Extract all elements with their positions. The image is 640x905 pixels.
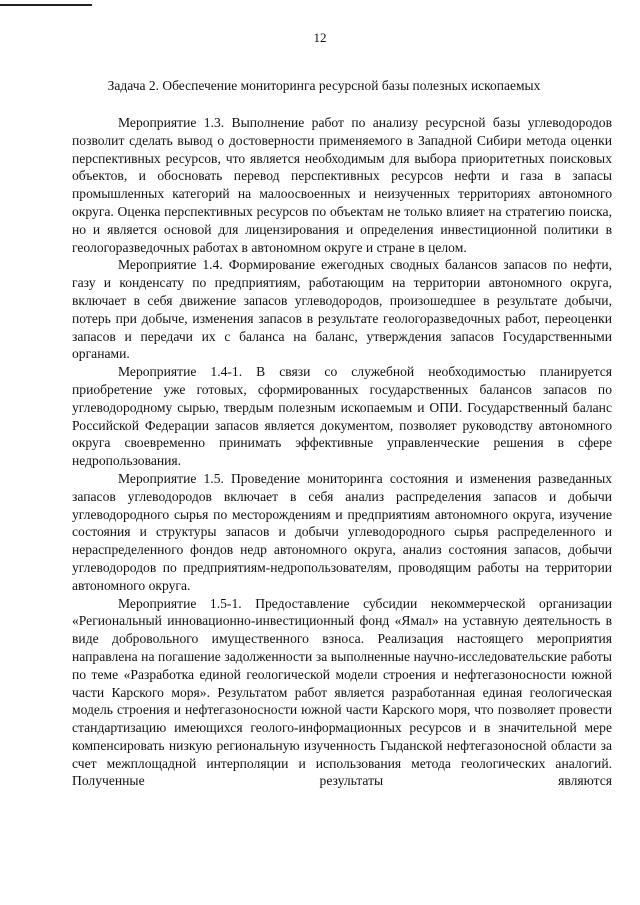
paragraph-1-5: Мероприятие 1.5. Проведение мониторинга состояния и изменения разведанных запасов углеводородов включает в себя анализ распределения запасов и добычи углеводородного сырья по месторождениям и предприятиям автономного округа, изучение состояния и структуры запасов и добычи углеводородного сырья распределенного и нераспределенного фондов недр автономного округа, анализ состояния запасов, добычи углеводородов по предприятиям-недропользователям, проводящим работы на территории автономного округа. — [72, 470, 612, 593]
paragraph-1-4: Мероприятие 1.4. Формирование ежегодных сводных балансов запасов по нефти, газу и конденсату по предприятиям, работающим на территории автономного округа, включает в себя движение запасов углеводородов, произошедшее в результате добычи, потерь при добыче, изменения запасов в результате геологоразведочных работ, переоценки запасов и передачи их с баланса на баланс, утверждения запасов Государственными органами. — [72, 257, 612, 362]
document-body — [72, 114, 612, 790]
page-number: 12 — [313, 30, 327, 45]
section-heading: Задача 2. Обеспечение мониторинга ресурсной базы полезных ископаемых — [107, 78, 541, 93]
paragraph-1-3: Мероприятие 1.3. Выполнение работ по анализу ресурсной базы углеводородов позволит сделать вывод о достоверности применяемого в Западной Сибири метода оценки перспективных ресурсов, что является необходимым для выбора приоритетных поисковых объектов, и обосновать перевод перспективных ресурсов нефти и газа в запасы промышленных категорий на малоосвоенных и неизученных территориях автономного округа. Оценка перспективных ресурсов по объектам не только влияет на стратегию поиска, но и является основой для лицензирования и определения инвестиционной политики в геологоразведочных работах в автономном округе и стране в целом. — [72, 115, 612, 255]
paragraph-1-4-1: Мероприятие 1.4-1. В связи со служебной необходимостью планируется приобретение уже готовых, сформированных государственных балансов запасов по углеводородному сырью, твердым полезным ископаемым и ОПИ. Государственный баланс Российской Федерации запасов является документом, позволяет руководству автономного округа своевременно принимать эффективные управленческие решения в сфере недропользования. — [72, 364, 612, 469]
top-rule — [0, 4, 92, 6]
paragraph-1-5-1: Мероприятие 1.5-1. Предоставление субсидии некоммерческой организации «Региональный инновационно-инвестиционный фонд «Ямал» на уставную деятельность в виде добровольного имущественного взноса. Реализация настоящего мероприятия направлена на погашение задолженности за выполненные научно-исследовательские работы по теме «Разработка единой геологической модели строения и нефтегазоносности южной части Карского моря». Результатом работ является разработанная единая геологическая модель строения и нефтегазоносности южной части Карского моря, что позволяет провести стандартизацию имеющихся геолого-информационных ресурсов и в значительной мере компенсировать низкую региональную изученность Гыданской нефтегазоносной области за счет межплощадной интерполяции и использования метода геологических аналогий. Полученные результаты являются — [72, 595, 612, 789]
